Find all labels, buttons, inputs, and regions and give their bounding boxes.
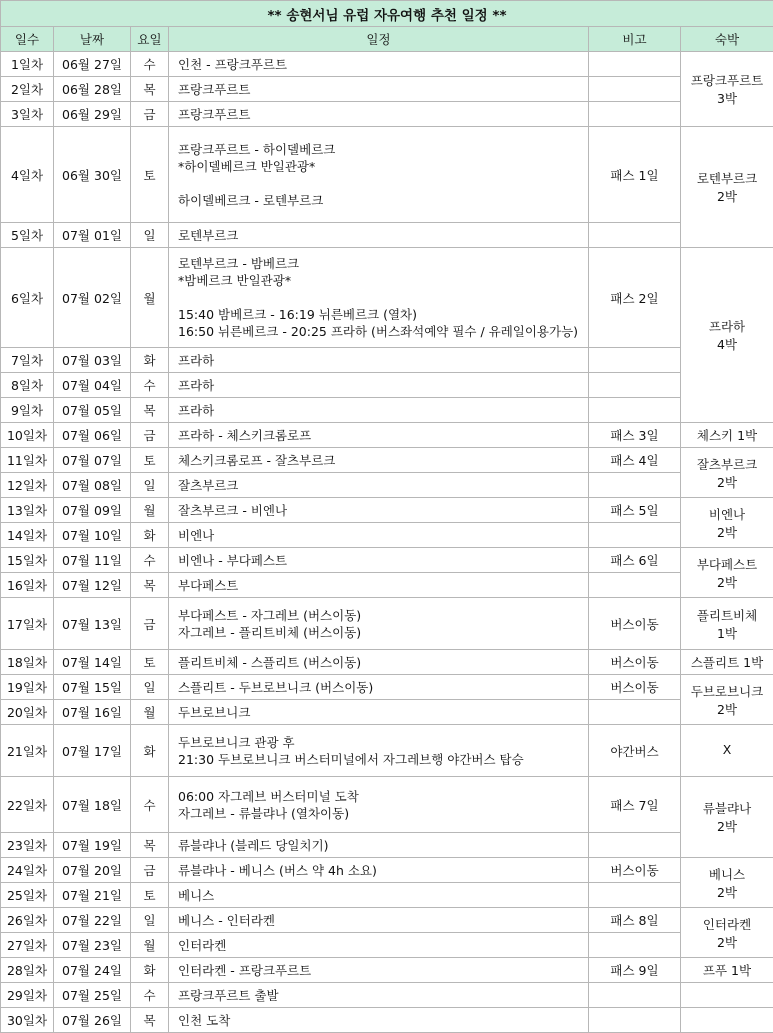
- itinerary-cell: [169, 908, 589, 933]
- stay-cell: [681, 958, 773, 983]
- weekday-cell: 목: [131, 77, 169, 102]
- itinerary-line: 프라하: [178, 402, 588, 419]
- itinerary-line: 인천 - 프랑크푸르트: [178, 56, 588, 73]
- itinerary-cell: [169, 523, 589, 548]
- table-row: [1, 777, 773, 833]
- itinerary-cell: [169, 933, 589, 958]
- itinerary-line: 하이델베르크 - 로텐부르크: [178, 192, 588, 209]
- note-cell: 패스 4일: [589, 448, 681, 473]
- table-row: [1, 933, 773, 958]
- weekday-cell: 화: [131, 958, 169, 983]
- stay-cell: [681, 248, 773, 423]
- itinerary-cell: [169, 983, 589, 1008]
- itinerary-cell: [169, 958, 589, 983]
- weekday-cell: 월: [131, 498, 169, 523]
- date-cell: 07월 21일: [54, 883, 131, 908]
- day-cell: 14일차: [1, 523, 54, 548]
- table-row: [1, 883, 773, 908]
- stay-cell: [681, 650, 773, 675]
- header-itinerary: 일정: [169, 27, 589, 52]
- note-cell: [589, 348, 681, 373]
- header-note: 비고: [589, 27, 681, 52]
- itinerary-line: 프랑크푸르트 출발: [178, 987, 588, 1004]
- date-cell: 07월 12일: [54, 573, 131, 598]
- itinerary-cell: [169, 650, 589, 675]
- table-row: [1, 498, 773, 523]
- itinerary-cell: [169, 398, 589, 423]
- itinerary-line: 두브로브니크: [178, 704, 588, 721]
- date-cell: 06월 30일: [54, 127, 131, 223]
- table-row: [1, 223, 773, 248]
- itinerary-cell: [169, 248, 589, 348]
- weekday-cell: 수: [131, 983, 169, 1008]
- table-row: [1, 423, 773, 448]
- date-cell: 07월 01일: [54, 223, 131, 248]
- weekday-cell: 수: [131, 373, 169, 398]
- stay-line: 2박: [681, 573, 773, 591]
- note-cell: 패스 7일: [589, 777, 681, 833]
- stay-line: 프푸 1박: [681, 961, 773, 979]
- day-cell: 11일차: [1, 448, 54, 473]
- itinerary-line: 류블랴나 (블레드 당일치기): [178, 837, 588, 854]
- table-row: [1, 958, 773, 983]
- itinerary-cell: [169, 498, 589, 523]
- note-cell: 패스 3일: [589, 423, 681, 448]
- stay-cell: [681, 423, 773, 448]
- itinerary-line: 체스키크롬로프 - 잘츠부르크: [178, 452, 588, 469]
- note-cell: 패스 2일: [589, 248, 681, 348]
- note-cell: 버스이동: [589, 858, 681, 883]
- day-cell: 22일차: [1, 777, 54, 833]
- itinerary-line: 프라하: [178, 352, 588, 369]
- weekday-cell: 화: [131, 523, 169, 548]
- stay-cell: [681, 598, 773, 650]
- itinerary-line: 베니스 - 인터라켄: [178, 912, 588, 929]
- stay-line: 프라하: [681, 317, 773, 335]
- weekday-cell: 목: [131, 573, 169, 598]
- itinerary-line: 21:30 두브로브니크 버스터미널에서 자그레브행 야간버스 탑승: [178, 751, 588, 768]
- itinerary-cell: [169, 700, 589, 725]
- itinerary-cell: [169, 573, 589, 598]
- table-row: [1, 127, 773, 223]
- weekday-cell: 목: [131, 398, 169, 423]
- weekday-cell: 수: [131, 777, 169, 833]
- table-row: [1, 700, 773, 725]
- itinerary-spacer: [178, 175, 588, 192]
- date-cell: 07월 06일: [54, 423, 131, 448]
- table-row: [1, 983, 773, 1008]
- note-cell: 패스 9일: [589, 958, 681, 983]
- day-cell: 8일차: [1, 373, 54, 398]
- day-cell: 7일차: [1, 348, 54, 373]
- itinerary-cell: [169, 373, 589, 398]
- day-cell: 20일차: [1, 700, 54, 725]
- itinerary-line: 인터라켄: [178, 937, 588, 954]
- date-cell: 06월 27일: [54, 52, 131, 77]
- date-cell: 07월 13일: [54, 598, 131, 650]
- date-cell: 07월 05일: [54, 398, 131, 423]
- note-cell: [589, 1008, 681, 1033]
- day-cell: 1일차: [1, 52, 54, 77]
- itinerary-cell: [169, 473, 589, 498]
- stay-line: 2박: [681, 700, 773, 718]
- weekday-cell: 월: [131, 248, 169, 348]
- stay-line: 로텐부르크: [681, 169, 773, 187]
- day-cell: 27일차: [1, 933, 54, 958]
- weekday-cell: 목: [131, 833, 169, 858]
- weekday-cell: 수: [131, 548, 169, 573]
- itinerary-cell: [169, 52, 589, 77]
- day-cell: 23일차: [1, 833, 54, 858]
- date-cell: 07월 11일: [54, 548, 131, 573]
- table-row: [1, 650, 773, 675]
- table-row: [1, 248, 773, 348]
- itinerary-line: 잘츠부르크 - 비엔나: [178, 502, 588, 519]
- date-cell: 07월 20일: [54, 858, 131, 883]
- table-row: [1, 908, 773, 933]
- stay-line: 2박: [681, 817, 773, 835]
- stay-cell: [681, 1008, 773, 1033]
- itinerary-cell: [169, 1008, 589, 1033]
- weekday-cell: 수: [131, 52, 169, 77]
- itinerary-cell: [169, 725, 589, 777]
- weekday-cell: 월: [131, 700, 169, 725]
- note-cell: [589, 933, 681, 958]
- day-cell: 5일차: [1, 223, 54, 248]
- day-cell: 30일차: [1, 1008, 54, 1033]
- itinerary-line: 스플리트 - 두브로브니크 (버스이동): [178, 679, 588, 696]
- stay-cell: [681, 548, 773, 598]
- stay-cell: [681, 675, 773, 725]
- note-cell: [589, 223, 681, 248]
- weekday-cell: 일: [131, 908, 169, 933]
- note-cell: 버스이동: [589, 675, 681, 700]
- stay-cell: [681, 127, 773, 248]
- weekday-cell: 토: [131, 448, 169, 473]
- itinerary-cell: [169, 675, 589, 700]
- itinerary-cell: [169, 423, 589, 448]
- itinerary-line: 부다페스트: [178, 577, 588, 594]
- day-cell: 26일차: [1, 908, 54, 933]
- weekday-cell: 화: [131, 725, 169, 777]
- itinerary-rows: [1, 52, 773, 1033]
- note-cell: [589, 523, 681, 548]
- day-cell: 2일차: [1, 77, 54, 102]
- day-cell: 6일차: [1, 248, 54, 348]
- stay-cell: [681, 725, 773, 777]
- note-cell: [589, 573, 681, 598]
- itinerary-cell: [169, 127, 589, 223]
- date-cell: 07월 14일: [54, 650, 131, 675]
- stay-cell: [681, 777, 773, 858]
- itinerary-cell: [169, 858, 589, 883]
- date-cell: 06월 29일: [54, 102, 131, 127]
- stay-line: 4박: [681, 335, 773, 353]
- itinerary-line: 인터라켄 - 프랑크푸르트: [178, 962, 588, 979]
- note-cell: 패스 6일: [589, 548, 681, 573]
- itinerary-cell: [169, 883, 589, 908]
- note-cell: [589, 833, 681, 858]
- itinerary-line: 프랑크푸르트: [178, 81, 588, 98]
- date-cell: 07월 16일: [54, 700, 131, 725]
- stay-line: 두브로브니크: [681, 682, 773, 700]
- itinerary-line: 15:40 밤베르크 - 16:19 뉘른베르크 (열차): [178, 306, 588, 323]
- stay-line: 잘츠부르크: [681, 455, 773, 473]
- stay-line: [681, 1012, 773, 1029]
- note-cell: [589, 473, 681, 498]
- date-cell: 07월 25일: [54, 983, 131, 1008]
- itinerary-line: 비엔나: [178, 527, 588, 544]
- day-cell: 29일차: [1, 983, 54, 1008]
- table-row: [1, 52, 773, 77]
- note-cell: 버스이동: [589, 598, 681, 650]
- note-cell: [589, 102, 681, 127]
- date-cell: 07월 23일: [54, 933, 131, 958]
- itinerary-line: 부다페스트 - 자그레브 (버스이동): [178, 607, 588, 624]
- note-cell: 패스 1일: [589, 127, 681, 223]
- itinerary-line: *하이델베르크 반일관광*: [178, 158, 588, 175]
- stay-line: 2박: [681, 933, 773, 951]
- table-row: [1, 373, 773, 398]
- stay-line: 2박: [681, 187, 773, 205]
- weekday-cell: 일: [131, 473, 169, 498]
- table-row: [1, 573, 773, 598]
- weekday-cell: 토: [131, 883, 169, 908]
- header-stay: 숙박: [681, 27, 773, 52]
- itinerary-cell: [169, 348, 589, 373]
- weekday-cell: 화: [131, 348, 169, 373]
- note-cell: [589, 52, 681, 77]
- day-cell: 10일차: [1, 423, 54, 448]
- date-cell: 07월 03일: [54, 348, 131, 373]
- stay-line: X: [681, 742, 773, 759]
- itinerary-line: 16:50 뉘른베르크 - 20:25 프라하 (버스좌석예약 필수 / 유레일이용가능): [178, 323, 588, 340]
- date-cell: 07월 08일: [54, 473, 131, 498]
- day-cell: 9일차: [1, 398, 54, 423]
- day-cell: 25일차: [1, 883, 54, 908]
- stay-line: 플리트비체: [681, 606, 773, 624]
- table-row: [1, 548, 773, 573]
- note-cell: [589, 883, 681, 908]
- itinerary-cell: [169, 777, 589, 833]
- itinerary-line: 프랑크푸르트: [178, 106, 588, 123]
- header-date: 날짜: [54, 27, 131, 52]
- itinerary-line: 잘츠부르크: [178, 477, 588, 494]
- itinerary-line: 06:00 자그레브 버스터미널 도착: [178, 788, 588, 805]
- itinerary-cell: [169, 833, 589, 858]
- itinerary-line: 자그레브 - 플리트비체 (버스이동): [178, 624, 588, 641]
- date-cell: 07월 22일: [54, 908, 131, 933]
- weekday-cell: 토: [131, 127, 169, 223]
- day-cell: 4일차: [1, 127, 54, 223]
- date-cell: 07월 04일: [54, 373, 131, 398]
- date-cell: 07월 19일: [54, 833, 131, 858]
- note-cell: [589, 983, 681, 1008]
- table-row: [1, 398, 773, 423]
- stay-line: 2박: [681, 473, 773, 491]
- stay-line: 부다페스트: [681, 555, 773, 573]
- weekday-cell: 일: [131, 675, 169, 700]
- itinerary-line: 류블랴나 - 베니스 (버스 약 4h 소요): [178, 862, 588, 879]
- itinerary-line: 인천 도착: [178, 1012, 588, 1029]
- weekday-cell: 금: [131, 598, 169, 650]
- day-cell: 28일차: [1, 958, 54, 983]
- itinerary-line: 로텐부르크: [178, 227, 588, 244]
- page-title: ** 송현서님 유럽 자유여행 추천 일정 **: [1, 1, 773, 27]
- date-cell: 07월 26일: [54, 1008, 131, 1033]
- note-cell: 버스이동: [589, 650, 681, 675]
- day-cell: 15일차: [1, 548, 54, 573]
- stay-line: 체스키 1박: [681, 426, 773, 444]
- stay-cell: [681, 52, 773, 127]
- date-cell: 06월 28일: [54, 77, 131, 102]
- itinerary-cell: [169, 598, 589, 650]
- date-cell: 07월 17일: [54, 725, 131, 777]
- note-cell: [589, 373, 681, 398]
- weekday-cell: 금: [131, 102, 169, 127]
- date-cell: 07월 07일: [54, 448, 131, 473]
- note-cell: [589, 398, 681, 423]
- itinerary-line: 두브로브니크 관광 후: [178, 734, 588, 751]
- itinerary-line: 프라하 - 체스키크롬로프: [178, 427, 588, 444]
- itinerary-line: 프라하: [178, 377, 588, 394]
- table-row: [1, 102, 773, 127]
- weekday-cell: 일: [131, 223, 169, 248]
- stay-line: 1박: [681, 624, 773, 642]
- date-cell: 07월 10일: [54, 523, 131, 548]
- weekday-cell: 금: [131, 423, 169, 448]
- day-cell: 18일차: [1, 650, 54, 675]
- note-cell: 패스 8일: [589, 908, 681, 933]
- day-cell: 16일차: [1, 573, 54, 598]
- stay-line: 프랑크푸르트: [681, 71, 773, 89]
- header-weekday: 요일: [131, 27, 169, 52]
- itinerary-line: *밤베르크 반일관광*: [178, 272, 588, 289]
- itinerary-cell: [169, 448, 589, 473]
- stay-cell: [681, 448, 773, 498]
- date-cell: 07월 24일: [54, 958, 131, 983]
- stay-cell: [681, 858, 773, 908]
- date-cell: 07월 18일: [54, 777, 131, 833]
- stay-line: 2박: [681, 523, 773, 541]
- stay-line: 2박: [681, 883, 773, 901]
- table-row: [1, 858, 773, 883]
- stay-line: 류블랴나: [681, 799, 773, 817]
- day-cell: 24일차: [1, 858, 54, 883]
- day-cell: 12일차: [1, 473, 54, 498]
- itinerary-cell: [169, 548, 589, 573]
- note-cell: 야간버스: [589, 725, 681, 777]
- stay-line: 베니스: [681, 865, 773, 883]
- table-row: [1, 348, 773, 373]
- itinerary-spacer: [178, 289, 588, 306]
- stay-cell: [681, 908, 773, 958]
- table-row: [1, 448, 773, 473]
- stay-line: 비엔나: [681, 505, 773, 523]
- stay-line: 인터라켄: [681, 915, 773, 933]
- day-cell: 13일차: [1, 498, 54, 523]
- itinerary-cell: [169, 102, 589, 127]
- itinerary-line: 비엔나 - 부다페스트: [178, 552, 588, 569]
- weekday-cell: 목: [131, 1008, 169, 1033]
- date-cell: 07월 15일: [54, 675, 131, 700]
- table-row: [1, 675, 773, 700]
- itinerary-line: 프랑크푸르트 - 하이델베르크: [178, 141, 588, 158]
- stay-line: 스플리트 1박: [681, 653, 773, 671]
- itinerary-line: 자그레브 - 류블랴나 (열차이동): [178, 805, 588, 822]
- date-cell: 07월 09일: [54, 498, 131, 523]
- stay-cell: [681, 498, 773, 548]
- itinerary-line: 베니스: [178, 887, 588, 904]
- day-cell: 19일차: [1, 675, 54, 700]
- itinerary-cell: [169, 223, 589, 248]
- day-cell: 21일차: [1, 725, 54, 777]
- table-row: [1, 77, 773, 102]
- table-row: [1, 833, 773, 858]
- weekday-cell: 월: [131, 933, 169, 958]
- table-row: [1, 523, 773, 548]
- stay-line: 3박: [681, 89, 773, 107]
- itinerary-line: 로텐부르크 - 밤베르크: [178, 255, 588, 272]
- stay-line: [681, 987, 773, 1004]
- header-day: 일수: [1, 27, 54, 52]
- day-cell: 17일차: [1, 598, 54, 650]
- note-cell: [589, 700, 681, 725]
- table-row: [1, 598, 773, 650]
- stay-cell: [681, 983, 773, 1008]
- note-cell: 패스 5일: [589, 498, 681, 523]
- date-cell: 07월 02일: [54, 248, 131, 348]
- table-row: [1, 1008, 773, 1033]
- weekday-cell: 토: [131, 650, 169, 675]
- table-row: [1, 725, 773, 777]
- weekday-cell: 금: [131, 858, 169, 883]
- itinerary-line: 플리트비체 - 스플리트 (버스이동): [178, 654, 588, 671]
- table-row: [1, 473, 773, 498]
- note-cell: [589, 77, 681, 102]
- itinerary-cell: [169, 77, 589, 102]
- day-cell: 3일차: [1, 102, 54, 127]
